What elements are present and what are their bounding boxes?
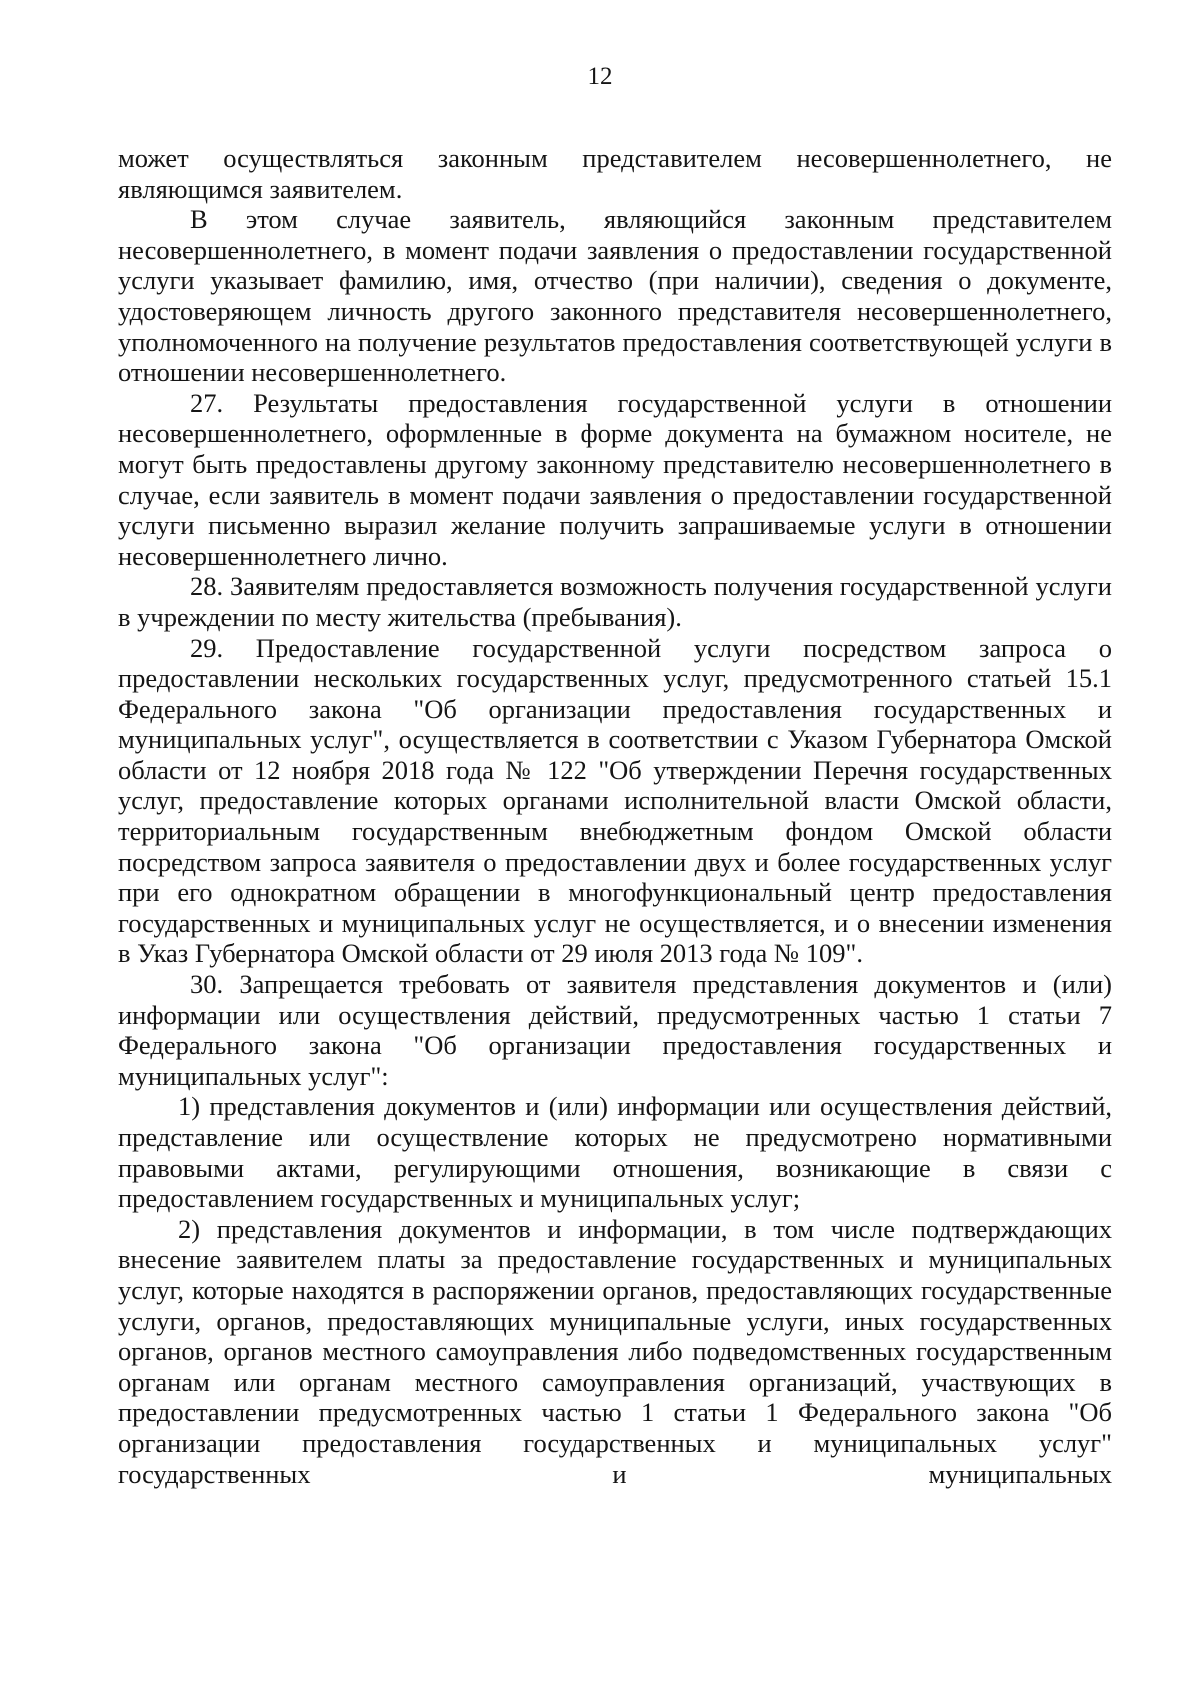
paragraph-30-item-2: 2) представления документов и информации, в том числе подтверждающих внесение заявителем платы за предоставление государственных и муниципальных услуг, которые находятся в распоряжении органов, предоставляющих государственные услуги, органов, предоставляющих муниципальные услуги, иных государственных органов, органов местного самоуправления либо подведомственных государственным органам или органам местного самоуправления организаций, участвующих в предоставлении предусмотренных частью 1 статьи 1 Федерального закона "Об организации предоставления государственных и муниципальных услуг" государственных и муниципальных [118,1213,1112,1489]
document-body [118,143,1112,1489]
paragraph-30-item-1: 1) представления документов и (или) информации или осуществления действий, представление или осуществление которых не предусмотрено нормативными правовыми актами, регулирующими отношения, возникающие в связи с предоставлением государственных и муниципальных услуг; [118,1091,1112,1214]
paragraph-27: 27. Результаты предоставления государственной услуги в отношении несовершеннолетнего, оформленные в форме документа на бумажном носителе, не могут быть предоставлены другому законному представителю несовершеннолетнего в случае, если заявитель в момент подачи заявления о предоставлении государственной услуги письменно выразил желание получить запрашиваемые услуги в отношении несовершеннолетнего лично. [118,387,1112,571]
paragraph-28: 28. Заявителям предоставляется возможность получения государственной услуги в учреждении по месту жительства (пребывания). [118,571,1112,632]
paragraph-30: 30. Запрещается требовать от заявителя представления документов и (или) информации или осуществления действий, предусмотренных частью 1 статьи 7 Федерального закона "Об организации предоставления государственных и муниципальных услуг": [118,969,1112,1091]
paragraph-guardian-info: В этом случае заявитель, являющийся законным представителем несовершеннолетнего, в момент подачи заявления о предоставлении государственной услуги указывает фамилию, имя, отчество (при наличии), сведения о документе, удостоверяющем личность другого законного представителя несовершеннолетнего, уполномоченного на получение результатов предоставления соответствующей услуги в отношении несовершеннолетнего. [118,204,1112,388]
paragraph-29: 29. Предоставление государственной услуги посредством запроса о предоставлении нескольких государственных услуг, предусмотренного статьей 15.1 Федерального закона "Об организации предоставления государственных и муниципальных услуг", осуществляется в соответствии с Указом Губернатора Омской области от 12 ноября 2018 года № 122 "Об утверждении Перечня государственных услуг, предоставление которых органами исполнительной власти Омской области, территориальным государственным внебюджетным фондом Омской области посредством запроса заявителя о предоставлении двух и более государственных услуг при его однократном обращении в многофункциональный центр предоставления государственных и муниципальных услуг не осуществляется, и о внесении изменения в Указ Губернатора Омской области от 29 июля 2013 года № 109". [118,632,1112,969]
paragraph-continuation: может осуществляться законным представителем несовершеннолетнего, не являющимся заявителем. [118,143,1112,204]
page-number: 12 [587,63,613,90]
